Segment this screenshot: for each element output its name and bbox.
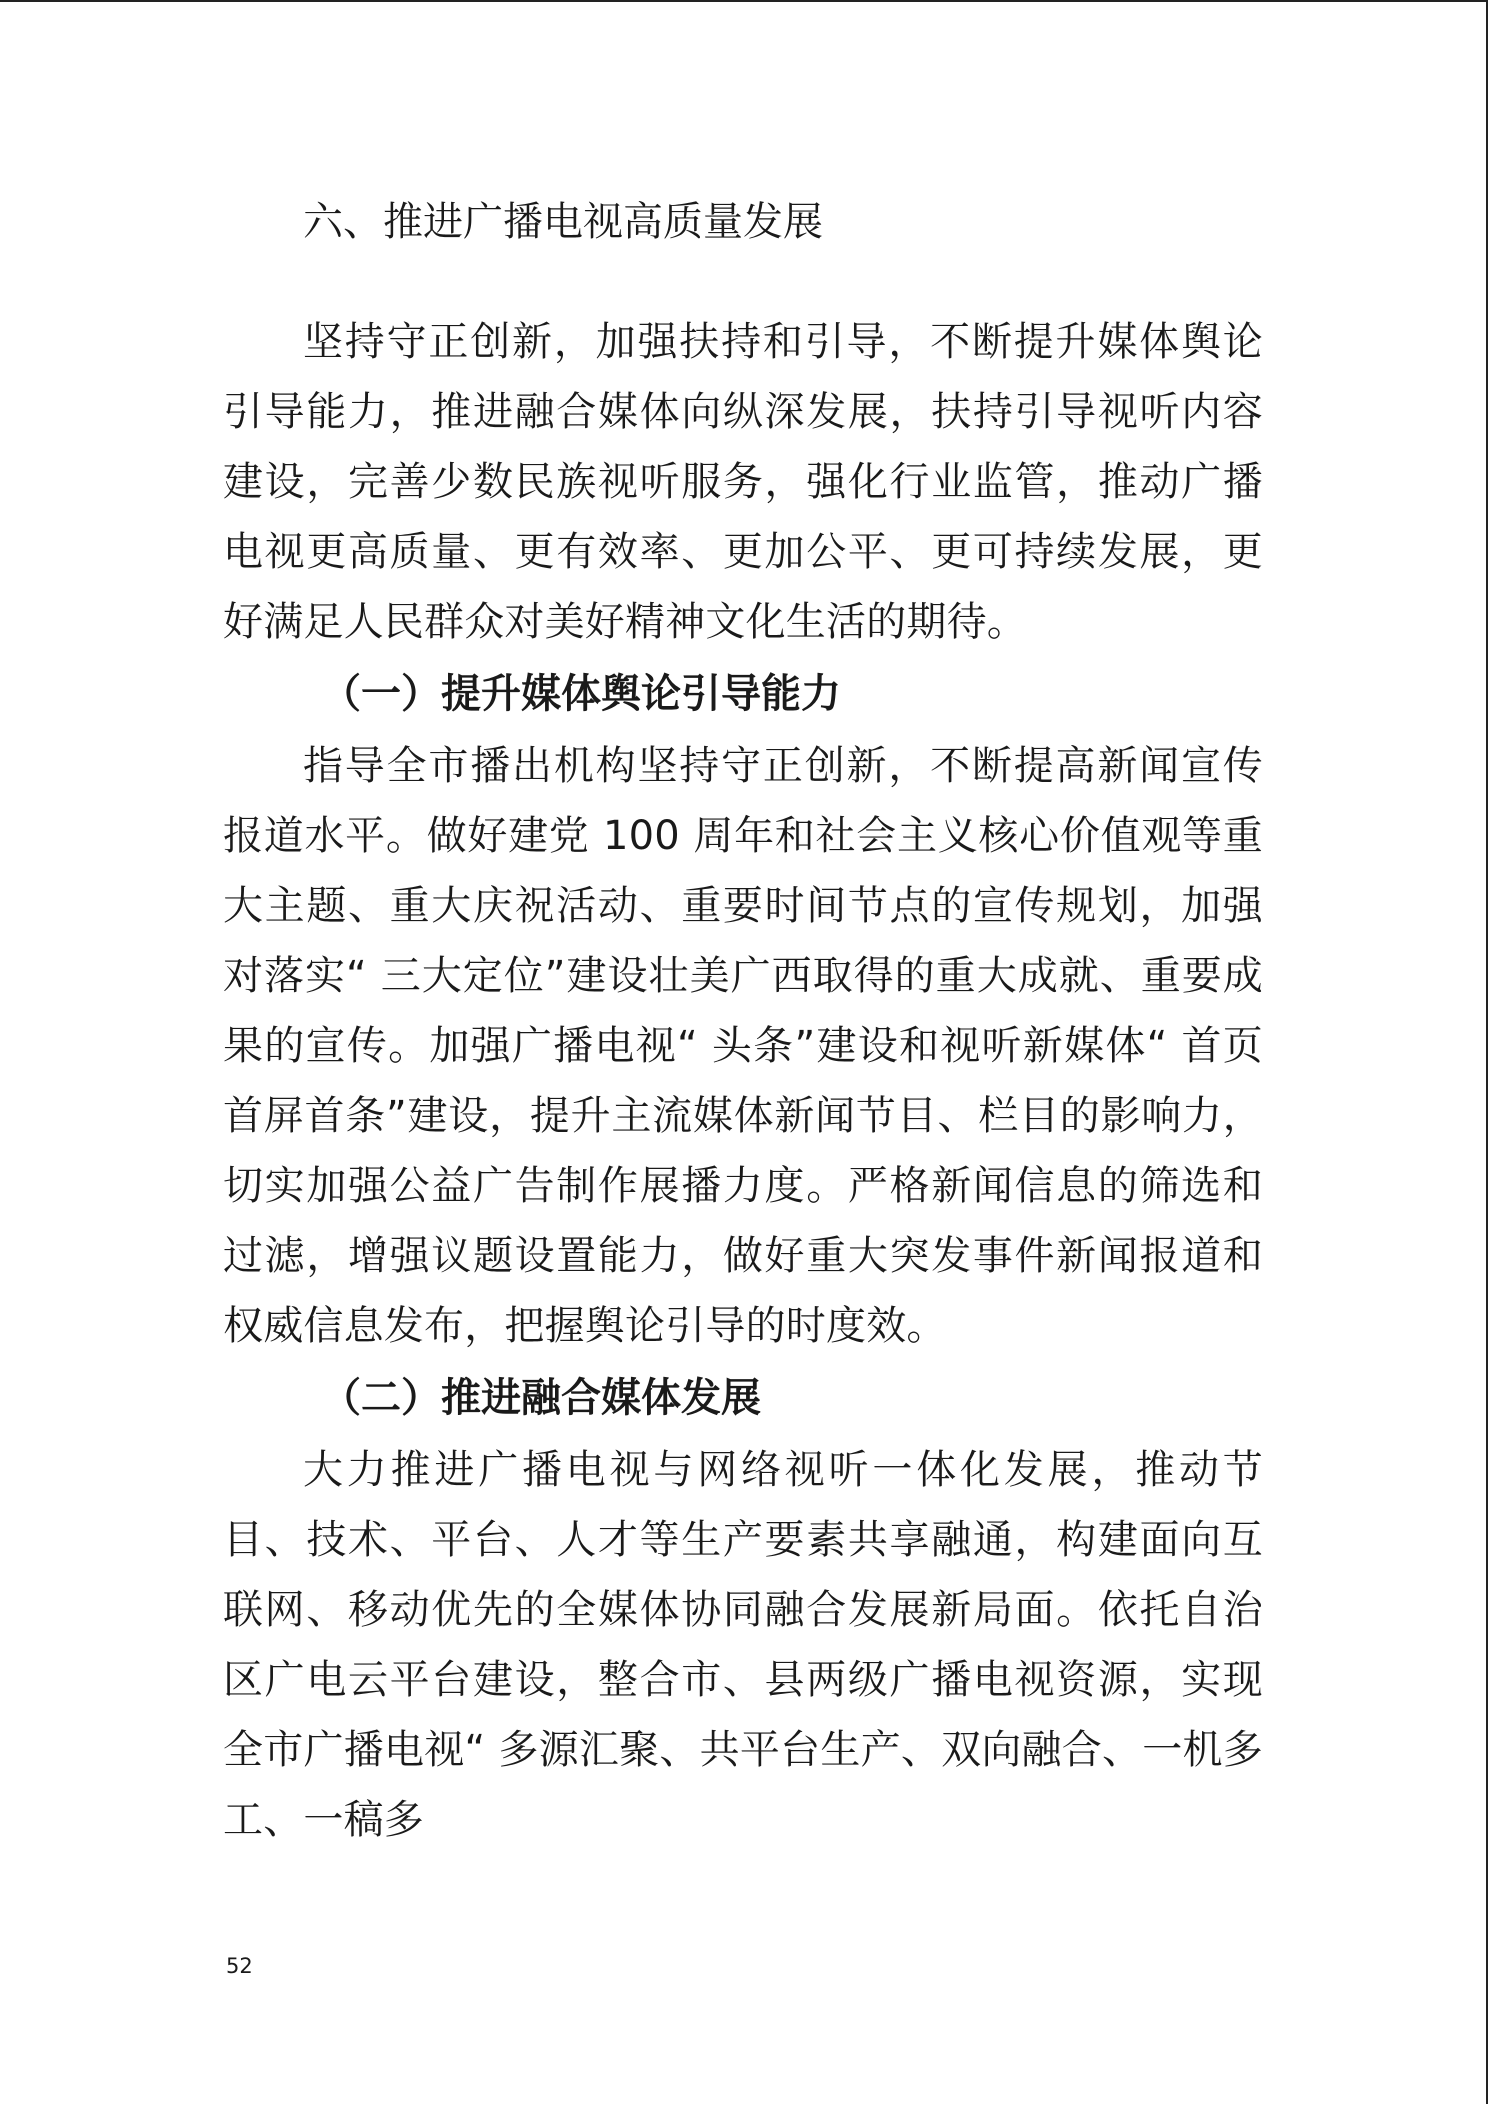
section-title: 六、推进广播电视高质量发展: [303, 199, 823, 245]
subsection-heading-1: （一）提升媒体舆论引导能力: [321, 671, 841, 717]
subsection-heading-2: （二）推进融合媒体发展: [321, 1375, 761, 1421]
intro-paragraph: 坚持守正创新，加强扶持和引导，不断提升媒体舆论引导能力，推进融合媒体向纵深发展，扶持引导视听内容建设，完善少数民族视听服务，强化行业监管，推动广播电视更高质量、更有效率、更加公平、更可持续发展，更好满足人民群众对美好精神文化生活的期待。: [223, 319, 1263, 645]
subsection-paragraph-2: 大力推进广播电视与网络视听一体化发展，推动节目、技术、平台、人才等生产要素共享融通，构建面向互联网、移动优先的全媒体协同融合发展新局面。依托自治区广电云平台建设，整合市、县两级广播电视资源，实现全市广播电视“ 多源汇聚、共平台生产、双向融合、一机多工、一稿多: [223, 1447, 1263, 1843]
page-number: 52: [226, 1954, 253, 1978]
subsection-paragraph-1: 指导全市播出机构坚持守正创新，不断提高新闻宣传报道水平。做好建党 100 周年和社会主义核心价值观等重大主题、重大庆祝活动、重要时间节点的宣传规划，加强对落实“ 三大定位”建设壮美广西取得的重大成就、重要成果的宣传。加强广播电视“ 头条”建设和视听新媒体“ 首页首屏首条”建设，提升主流媒体新闻节目、栏目的影响力，切实加强公益广告制作展播力度。严格新闻信息的筛选和过滤，增强议题设置能力，做好重大突发事件新闻报道和权威信息发布，把握舆论引导的时度效。: [223, 743, 1263, 1349]
page-body: [223, 187, 1263, 1855]
